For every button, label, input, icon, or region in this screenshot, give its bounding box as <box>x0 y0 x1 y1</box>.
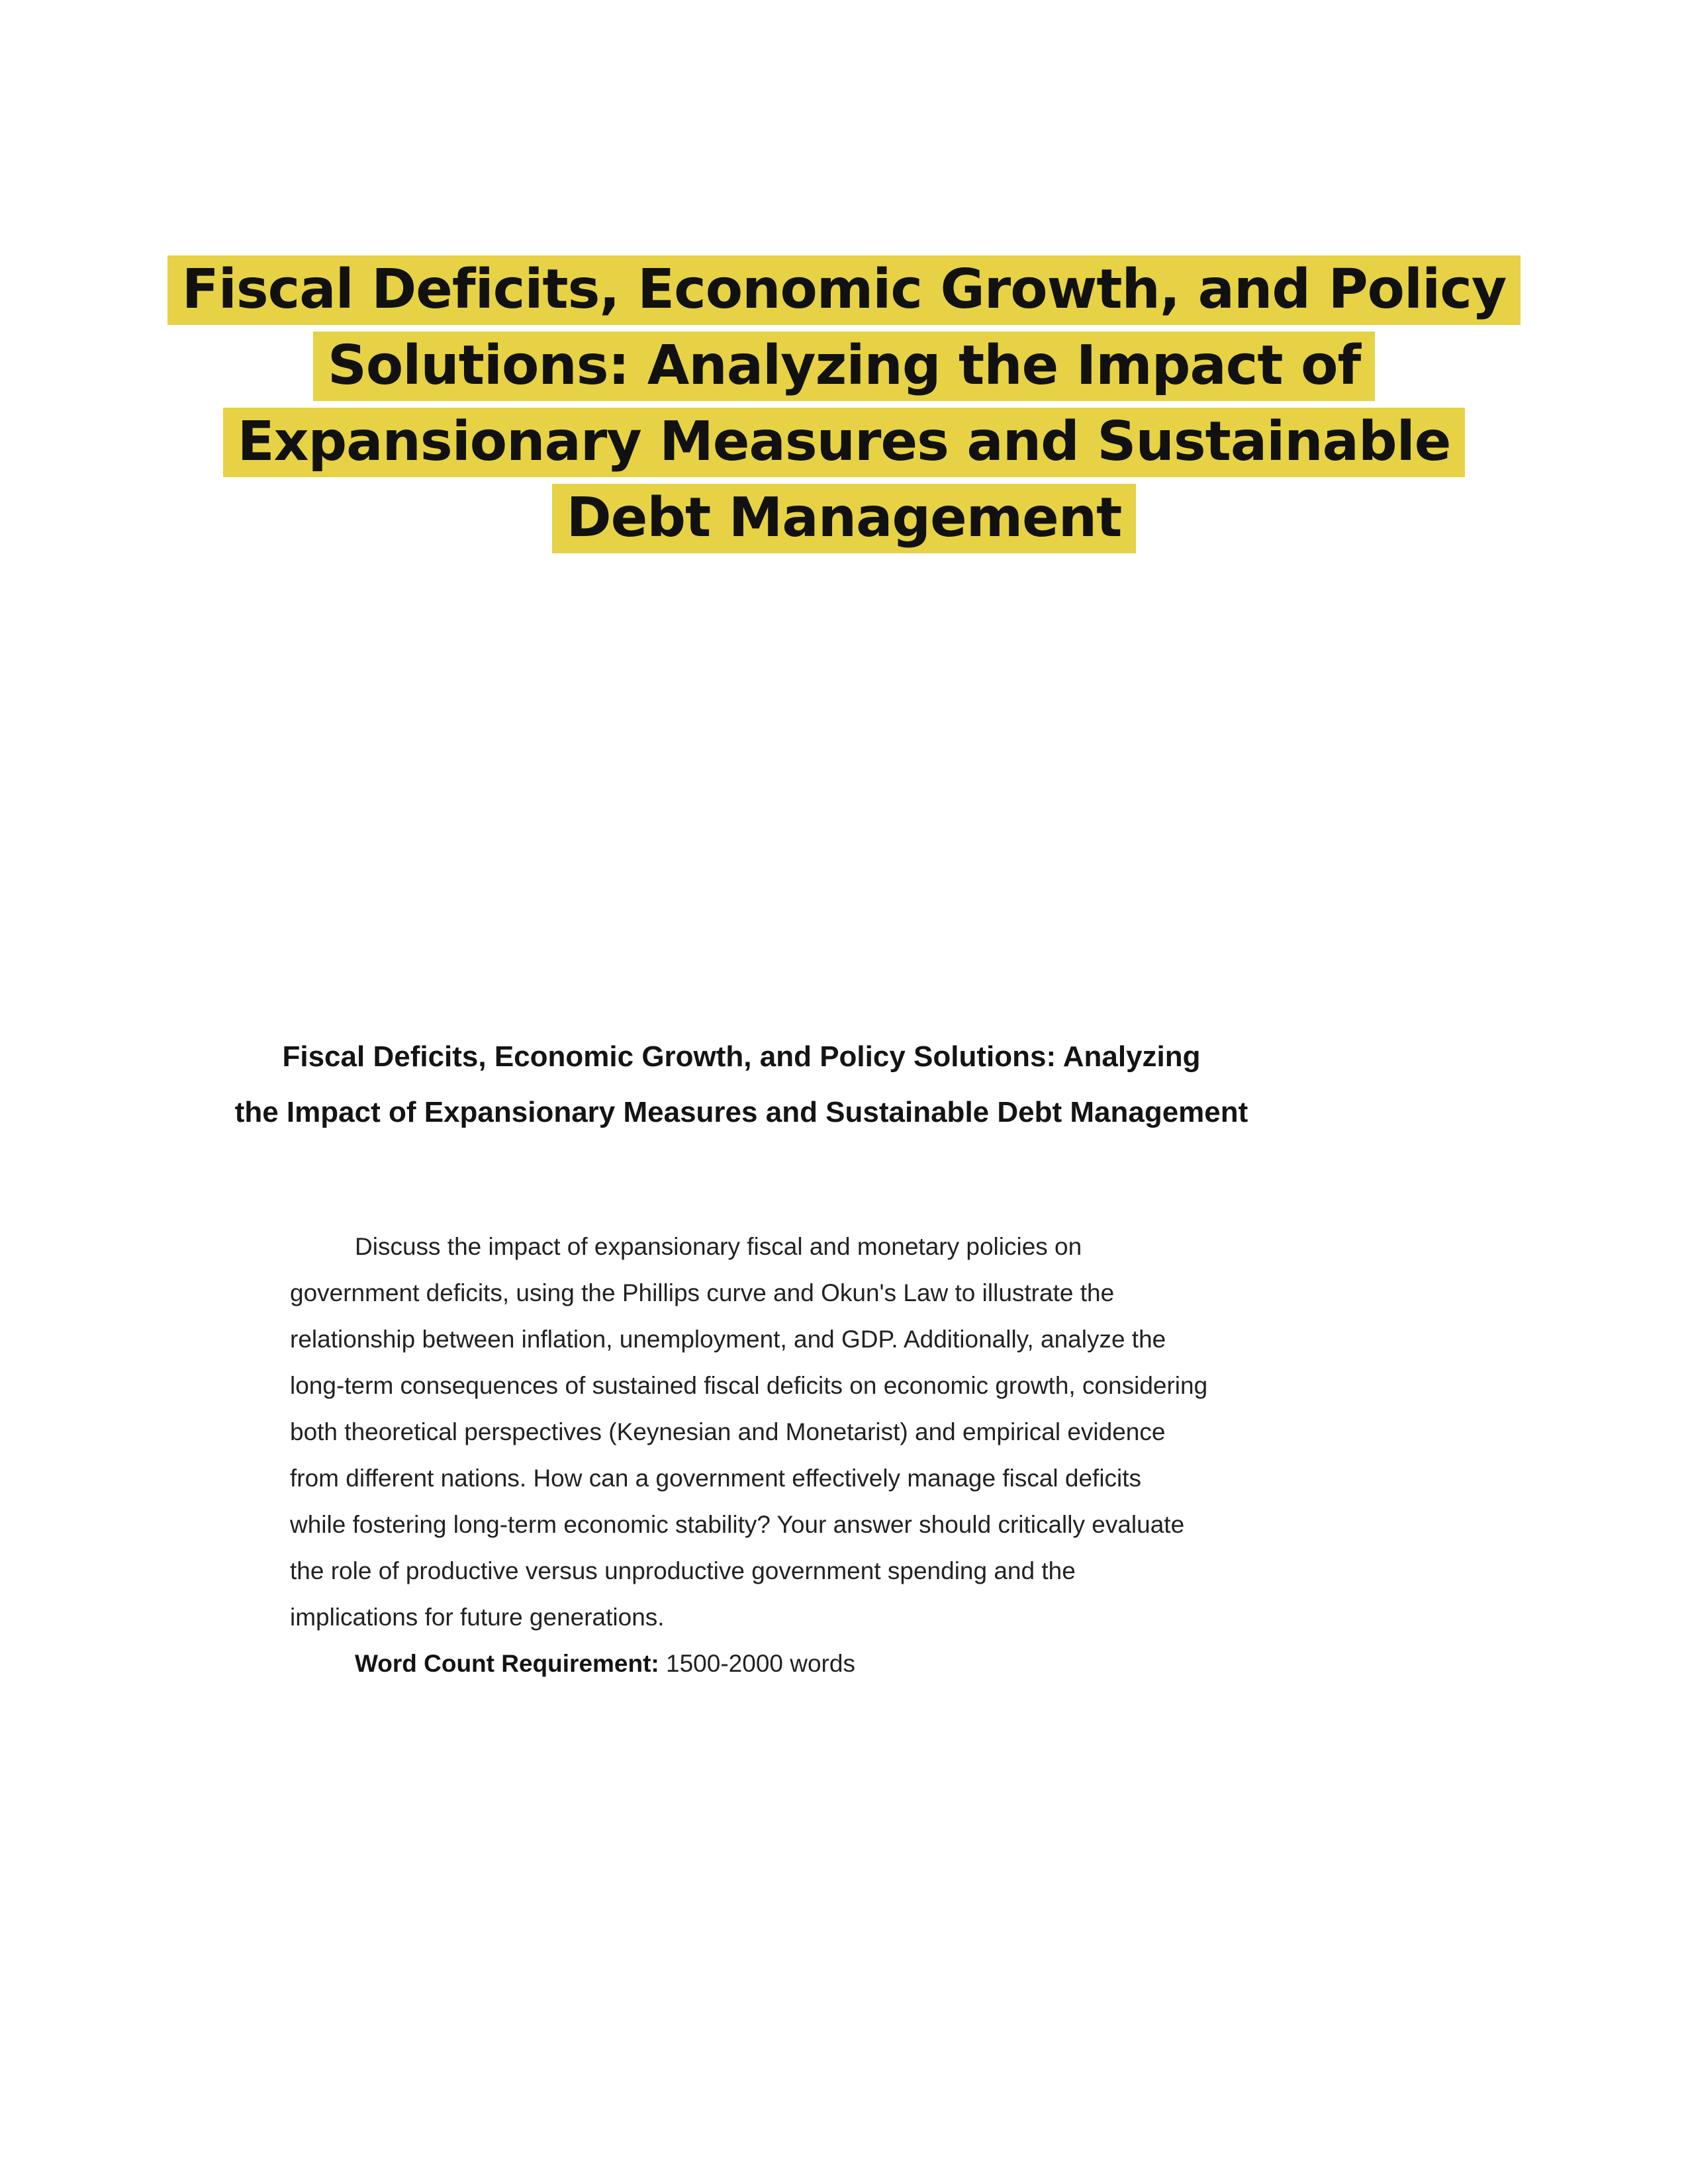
cover-title-highlight: Expansionary Measures and Sustainable <box>223 408 1466 477</box>
body-line: long-term consequences of sustained fiscal deficits on economic growth, considering <box>290 1372 1208 1399</box>
cover-title-line <box>132 328 1556 404</box>
cover-title-highlight: Debt Management <box>552 484 1137 553</box>
body-line: government deficits, using the Phillips curve and Okun's Law to illustrate the <box>290 1279 1115 1306</box>
body-line: from different nations. How can a government effectively manage fiscal deficits <box>290 1465 1142 1492</box>
cover-title-highlight: Fiscal Deficits, Economic Growth, and Policy <box>167 255 1521 325</box>
cover-title-line <box>132 404 1556 480</box>
body-line: both theoretical perspectives (Keynesian and Monetarist) and empirical evidence <box>290 1418 1166 1445</box>
word-count-label: Word Count Requirement: <box>355 1650 659 1677</box>
body-line: Discuss the impact of expansionary fiscal and monetary policies on <box>355 1233 1082 1260</box>
cover-title-line <box>132 251 1556 328</box>
cover-title-line <box>132 480 1556 556</box>
document-title-line: Fiscal Deficits, Economic Growth, and Policy Solutions: Analyzing <box>282 1040 1201 1073</box>
cover-title <box>132 251 1556 556</box>
cover-title-highlight: Solutions: Analyzing the Impact of <box>313 332 1375 401</box>
document-title-line: the Impact of Expansionary Measures and Sustainable Debt Management <box>234 1096 1248 1128</box>
body-line: implications for future generations. <box>290 1604 665 1631</box>
body-line: relationship between inflation, unemployment, and GDP. Additionally, analyze the <box>290 1326 1166 1353</box>
word-count-value: 1500-2000 words <box>666 1650 855 1677</box>
document-body <box>290 1224 1283 1641</box>
body-line: while fostering long-term economic stability? Your answer should critically evaluate <box>290 1511 1185 1538</box>
body-line: the role of productive versus unproductive government spending and the <box>290 1557 1076 1584</box>
document-title <box>199 1029 1284 1140</box>
word-count-requirement <box>355 1641 1284 1687</box>
document-snapshot <box>199 1029 1284 1687</box>
